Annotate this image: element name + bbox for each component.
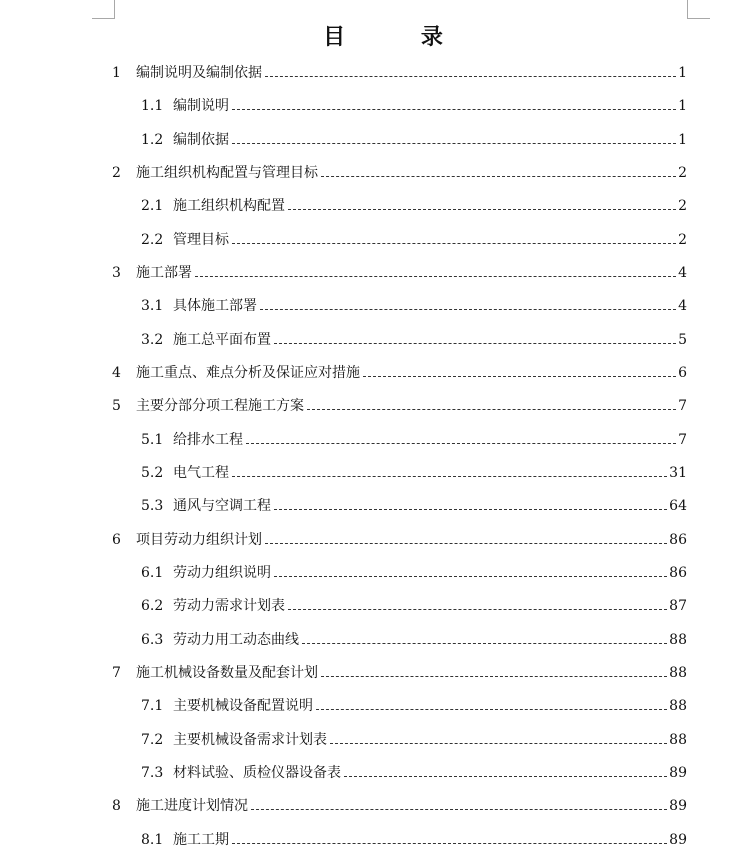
toc-leader <box>274 508 667 510</box>
toc-leader <box>195 275 676 277</box>
toc-leader <box>260 308 676 310</box>
toc-leader <box>288 208 676 210</box>
toc-entry[interactable] <box>141 693 687 715</box>
toc-leader <box>316 708 667 710</box>
toc-entry-page: 89 <box>669 832 687 848</box>
toc-entry-page: 31 <box>669 465 687 481</box>
toc-entry[interactable] <box>112 527 687 549</box>
toc-entry-page: 64 <box>669 498 687 514</box>
toc-entry-number: 1.2 <box>141 132 164 148</box>
toc-entry-page: 87 <box>669 598 687 614</box>
toc-leader <box>344 775 667 777</box>
toc-entry-text: 劳动力组织说明 <box>173 565 271 581</box>
toc-leader <box>321 675 667 677</box>
toc-entry[interactable] <box>141 727 687 749</box>
toc-entry-number: 7 <box>112 665 121 681</box>
toc-entry-page: 7 <box>678 432 687 448</box>
toc-leader <box>274 342 676 344</box>
toc-leader <box>307 408 676 410</box>
toc-entry-text: 通风与空调工程 <box>173 498 271 514</box>
toc-entry-number: 2.1 <box>141 198 164 214</box>
toc-leader <box>274 575 667 577</box>
toc-entry-text: 主要分部分项工程施工方案 <box>136 398 304 414</box>
toc-leader <box>302 642 667 644</box>
toc-entry[interactable] <box>141 827 687 849</box>
toc-entry-number: 4 <box>112 365 121 381</box>
toc-entry-number: 3 <box>112 265 121 281</box>
toc-leader <box>288 608 667 610</box>
toc-entry-number: 8.1 <box>141 832 164 848</box>
toc-entry-page: 88 <box>669 632 687 648</box>
toc-entry-text: 主要机械设备配置说明 <box>173 698 313 714</box>
toc-entry-text: 编制说明 <box>173 98 229 114</box>
toc-entry[interactable] <box>141 627 687 649</box>
toc-leader <box>232 142 676 144</box>
toc-entry-page: 86 <box>669 565 687 581</box>
crop-mark-top-right <box>687 0 710 19</box>
toc-entry-page: 5 <box>678 332 687 348</box>
toc-entry-text: 劳动力用工动态曲线 <box>173 632 299 648</box>
toc-entry-text: 主要机械设备需求计划表 <box>173 732 327 748</box>
toc-leader <box>232 475 667 477</box>
toc-entry[interactable] <box>141 760 687 782</box>
toc-entry-number: 5.3 <box>141 498 164 514</box>
toc-entry-text: 项目劳动力组织计划 <box>136 532 262 548</box>
toc-entry-text: 电气工程 <box>173 465 229 481</box>
toc-entry[interactable] <box>141 493 687 515</box>
toc-entry-text: 编制依据 <box>173 132 229 148</box>
toc-entry-page: 86 <box>669 532 687 548</box>
toc-entry-number: 6.2 <box>141 598 164 614</box>
toc-entry[interactable] <box>112 360 687 382</box>
toc-leader <box>265 75 676 77</box>
toc-entry-number: 7.2 <box>141 732 164 748</box>
toc-entry[interactable] <box>141 560 687 582</box>
toc-entry-text: 具体施工部署 <box>173 298 257 314</box>
toc-entry[interactable] <box>141 227 687 249</box>
toc-entry-number: 2.2 <box>141 232 164 248</box>
toc-entry-number: 6 <box>112 532 121 548</box>
toc-entry[interactable] <box>141 193 687 215</box>
toc-leader <box>321 175 676 177</box>
toc-entry-page: 1 <box>678 65 687 81</box>
toc-entry-number: 5.1 <box>141 432 164 448</box>
toc-entry-text: 施工总平面布置 <box>173 332 271 348</box>
toc-entry-page: 6 <box>678 365 687 381</box>
toc-entry-number: 2 <box>112 165 121 181</box>
toc-entry[interactable] <box>141 427 687 449</box>
toc-entry-text: 施工重点、难点分析及保证应对措施 <box>136 365 360 381</box>
toc-entry-text: 给排水工程 <box>173 432 243 448</box>
toc-entry-page: 2 <box>678 165 687 181</box>
toc-entry-page: 88 <box>669 698 687 714</box>
toc-entry[interactable] <box>112 160 687 182</box>
toc-entry[interactable] <box>141 327 687 349</box>
toc-entry-number: 3.1 <box>141 298 164 314</box>
toc-entry-number: 6.3 <box>141 632 164 648</box>
toc-entry-page: 88 <box>669 732 687 748</box>
toc-entry-text: 施工组织机构配置与管理目标 <box>136 165 318 181</box>
toc-entry-text: 编制说明及编制依据 <box>136 65 262 81</box>
toc-entry-page: 88 <box>669 665 687 681</box>
toc-entry-page: 1 <box>678 98 687 114</box>
toc-entry[interactable] <box>141 460 687 482</box>
toc-entry-text: 施工部署 <box>136 265 192 281</box>
toc-entry-number: 7.3 <box>141 765 164 781</box>
toc-entry-text: 施工工期 <box>173 832 229 848</box>
toc-entry-page: 1 <box>678 132 687 148</box>
toc-leader <box>363 375 676 377</box>
toc-leader <box>246 442 676 444</box>
toc-entry-text: 施工进度计划情况 <box>136 798 248 814</box>
toc-entry[interactable] <box>112 260 687 282</box>
toc-entry[interactable] <box>141 593 687 615</box>
toc-entry-page: 2 <box>678 232 687 248</box>
toc-entry-number: 8 <box>112 798 121 814</box>
toc-entry-page: 4 <box>678 298 687 314</box>
toc-entry[interactable] <box>112 60 687 82</box>
toc-entry-text: 管理目标 <box>173 232 229 248</box>
toc-entry-number: 6.1 <box>141 565 164 581</box>
toc-entry-number: 1.1 <box>141 98 164 114</box>
toc-leader <box>251 808 667 810</box>
toc-leader <box>265 542 667 544</box>
toc-entry-number: 3.2 <box>141 332 164 348</box>
toc-entry-number: 1 <box>112 65 121 81</box>
toc-entry-text: 施工机械设备数量及配套计划 <box>136 665 318 681</box>
toc-entry-page: 2 <box>678 198 687 214</box>
toc-entry[interactable] <box>141 93 687 115</box>
toc-entry[interactable] <box>141 127 687 149</box>
toc-entry[interactable] <box>141 293 687 315</box>
toc-leader <box>232 842 667 844</box>
toc-leader <box>232 108 676 110</box>
crop-mark-top-left <box>92 0 115 19</box>
toc-leader <box>232 242 676 244</box>
toc-entry[interactable] <box>112 393 687 415</box>
toc-entry-page: 89 <box>669 765 687 781</box>
toc-entry-page: 4 <box>678 265 687 281</box>
toc-entry-number: 5.2 <box>141 465 164 481</box>
toc-entry-text: 施工组织机构配置 <box>173 198 285 214</box>
toc-entry-text: 材料试验、质检仪器设备表 <box>173 765 341 781</box>
toc-entry-number: 7.1 <box>141 698 164 714</box>
toc-title: 目 录 <box>323 25 477 50</box>
toc-entry-text: 劳动力需求计划表 <box>173 598 285 614</box>
toc-entry-page: 89 <box>669 798 687 814</box>
toc-entry[interactable] <box>112 660 687 682</box>
toc-entry-page: 7 <box>678 398 687 414</box>
toc-entry-number: 5 <box>112 398 121 414</box>
toc-leader <box>330 742 667 744</box>
toc-entry[interactable] <box>112 793 687 815</box>
